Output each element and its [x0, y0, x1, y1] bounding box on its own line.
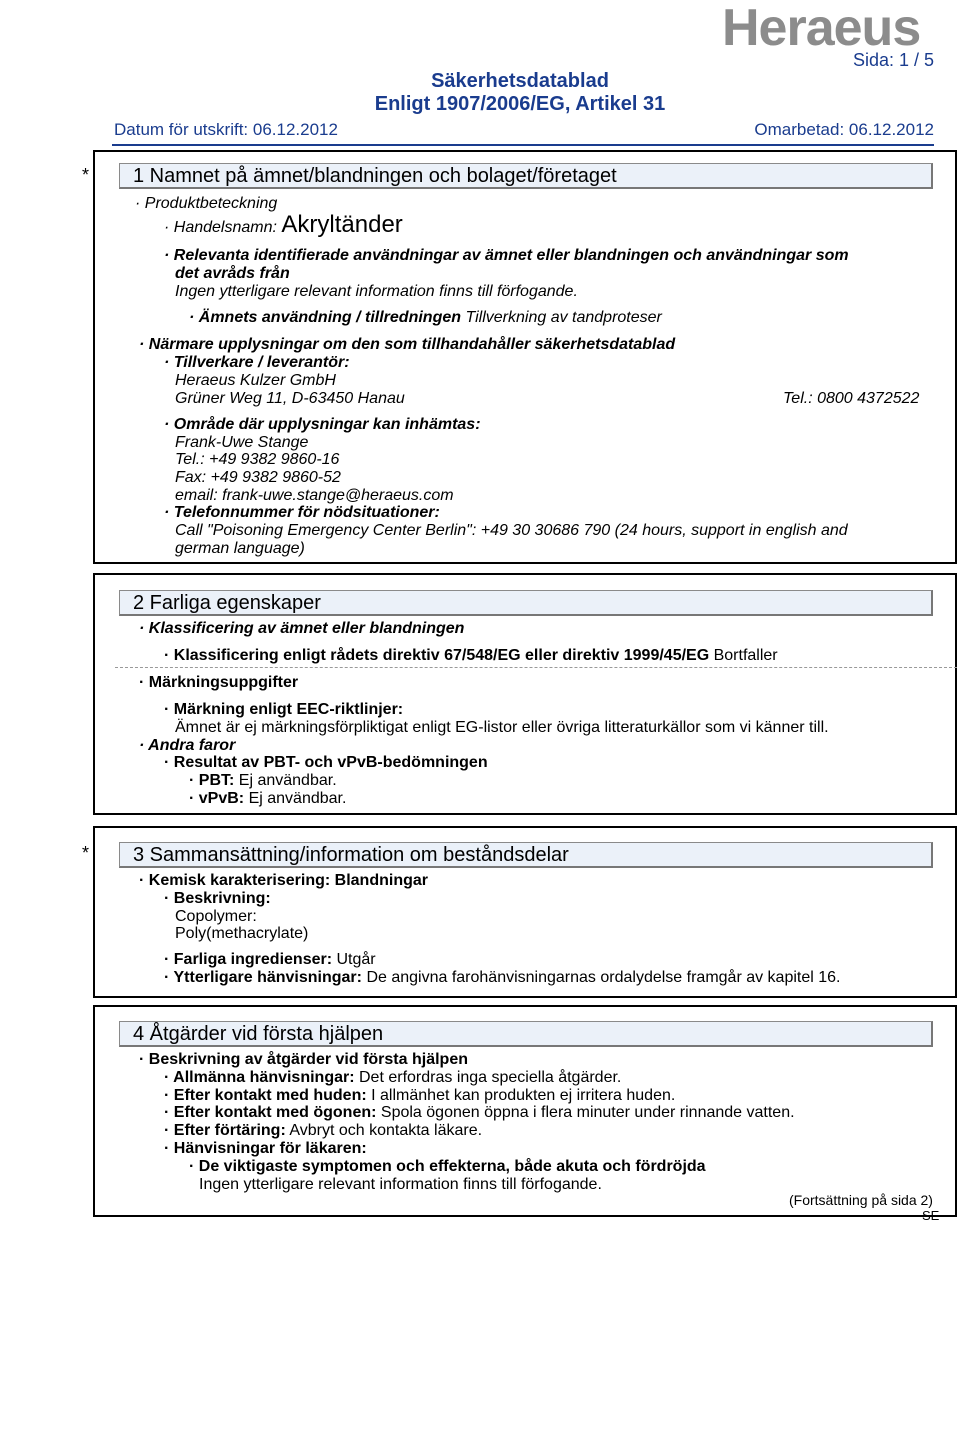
- contact-name: Frank-Uwe Stange: [175, 434, 309, 451]
- description-line-2: Poly(methacrylate): [175, 925, 309, 942]
- section-3: [93, 826, 957, 998]
- eye-label: · Efter kontakt med ögonen:: [164, 1104, 377, 1121]
- further-value: De angivna farohänvisningarnas ordalydelse framgår av kapitel 16.: [366, 969, 841, 986]
- header-rule: [112, 144, 934, 146]
- section-1: [93, 150, 957, 564]
- document-title: Säkerhetsdatablad: [431, 70, 609, 92]
- emergency-line-2: german language): [175, 540, 305, 557]
- swallow-value: Avbryt och kontakta läkare.: [289, 1122, 483, 1139]
- product-identifier-label: · Produktbeteckning: [135, 195, 278, 212]
- skin-value: I allmänhet kan produkten ej irritera huden.: [371, 1087, 676, 1104]
- contact-tel: Tel.: +49 9382 9860-16: [175, 451, 340, 468]
- relevant-uses-line-1: · Relevanta identifierade användningar av ämnet eller blandningen och användningar som: [164, 247, 849, 264]
- section-4: [93, 1005, 957, 1217]
- supplier-details-heading: · Närmare upplysningar om den som tillhandahåller säkerhetsdatablad: [139, 336, 676, 353]
- eec-text: Ämnet är ej märkningsförpliktigat enligt EG-listor eller övriga litteraturkällor som vi känner till.: [175, 719, 829, 736]
- symptoms-text: Ingen ytterligare relevant information finns till förfogande.: [199, 1176, 602, 1193]
- trade-name-value: Akryltänder: [281, 211, 403, 238]
- section-4-title: 4 Åtgärder vid första hjälpen: [119, 1021, 933, 1047]
- substance-use-value: Tillverkning av tandproteser: [465, 309, 662, 326]
- symptoms-label: · De viktigaste symptomen och effekterna, både akuta och fördröjda: [189, 1158, 706, 1175]
- pbt-label: · PBT:: [189, 772, 235, 789]
- document-subtitle: Enligt 1907/2006/EG, Artikel 31: [374, 93, 666, 115]
- company-name: Heraeus Kulzer GmbH: [175, 372, 336, 389]
- other-hazards-label: · Andra faror: [139, 737, 236, 754]
- relevant-uses-line-2: det avråds från: [175, 265, 290, 282]
- skin-label: · Efter kontakt med huden:: [164, 1087, 367, 1104]
- contact-fax: Fax: +49 9382 9860-52: [175, 469, 341, 486]
- info-contact-label: · Område där upplysningar kan inhämtas:: [164, 416, 481, 433]
- swallowing: [164, 1122, 482, 1140]
- page-number: Sida: 1 / 5: [852, 50, 934, 70]
- pbt-result-label: · Resultat av PBT- och vPvB-bedömningen: [164, 754, 488, 771]
- hazardous-value: Utgår: [336, 951, 376, 968]
- description-label: · Beskrivning:: [164, 890, 271, 907]
- vpvb-label: · vPvB:: [189, 790, 245, 807]
- eye-contact: [164, 1104, 795, 1122]
- section-3-title: 3 Sammansättning/information om beståndsdelar: [119, 842, 933, 868]
- company-address: Grüner Weg 11, D-63450 Hanau: [175, 390, 405, 407]
- section-1-title: 1 Namnet på ämnet/blandningen och bolaget/företaget: [119, 163, 933, 189]
- pbt-value: Ej användbar.: [238, 772, 337, 789]
- language-code: SE: [922, 1208, 940, 1223]
- section-2-title: 2 Farliga egenskaper: [119, 590, 933, 616]
- general-advice: [164, 1069, 621, 1087]
- labelling-label: · Märkningsuppgifter: [139, 674, 299, 691]
- further-references: [164, 969, 841, 987]
- general-label: · Allmänna hänvisningar:: [164, 1069, 355, 1086]
- change-marker: *: [82, 165, 90, 185]
- trade-name-label: · Handelsnamn:: [164, 219, 277, 236]
- relevant-uses-text: Ingen ytterligare relevant information finns till förfogande.: [175, 283, 578, 300]
- emergency-line-1: Call "Poisoning Emergency Center Berlin": +49 30 30686 790 (24 hours, support in english and: [175, 522, 848, 539]
- general-value: Det erfordras inga speciella åtgärder.: [359, 1069, 622, 1086]
- eec-label: · Märkning enligt EEC-riktlinjer:: [164, 701, 404, 718]
- change-marker: *: [82, 843, 90, 863]
- vpvb-value: Ej användbar.: [248, 790, 347, 807]
- dashed-divider: [115, 667, 957, 668]
- pbt-line: [189, 772, 337, 790]
- chemical-characterisation: · Kemisk karakterisering: Blandningar: [139, 872, 428, 889]
- skin-contact: [164, 1087, 675, 1105]
- directive-classification: [164, 647, 778, 665]
- emergency-label: · Telefonnummer för nödsituationer:: [164, 504, 440, 521]
- directive-label: · Klassificering enligt rådets direktiv 67/548/EG eller direktiv 1999/45/EG: [164, 647, 710, 664]
- classification-label: · Klassificering av ämnet eller blandningen: [139, 620, 465, 637]
- substance-use: [189, 309, 662, 327]
- contact-email[interactable]: email: frank-uwe.stange@heraeus.com: [175, 487, 454, 504]
- doctor-info-label: · Hänvisningar för läkaren:: [164, 1140, 367, 1157]
- section-2: [93, 573, 957, 815]
- directive-value: Bortfaller: [713, 647, 778, 664]
- trade-name: [164, 211, 403, 238]
- vpvb-line: [189, 790, 346, 808]
- first-aid-description-label: · Beskrivning av åtgärder vid första hjälpen: [139, 1051, 468, 1068]
- revision-date: Omarbetad: 06.12.2012: [754, 120, 934, 139]
- description-line-1: Copolymer:: [175, 908, 257, 925]
- print-date: Datum för utskrift: 06.12.2012: [114, 120, 338, 139]
- manufacturer-label: · Tillverkare / leverantör:: [164, 354, 350, 371]
- swallow-label: · Efter förtäring:: [164, 1122, 286, 1139]
- eye-value: Spola ögonen öppna i flera minuter under rinnande vatten.: [380, 1104, 795, 1121]
- hazardous-label: · Farliga ingredienser:: [164, 951, 333, 968]
- company-tel: Tel.: 0800 4372522: [783, 390, 920, 407]
- continued-note: (Fortsättning på sida 2): [789, 1192, 933, 1208]
- further-label: · Ytterligare hänvisningar:: [164, 969, 362, 986]
- hazardous-ingredients: [164, 951, 376, 969]
- company-logo: Heraeus: [722, 0, 921, 57]
- substance-use-label: · Ämnets användning / tillredningen: [189, 309, 462, 326]
